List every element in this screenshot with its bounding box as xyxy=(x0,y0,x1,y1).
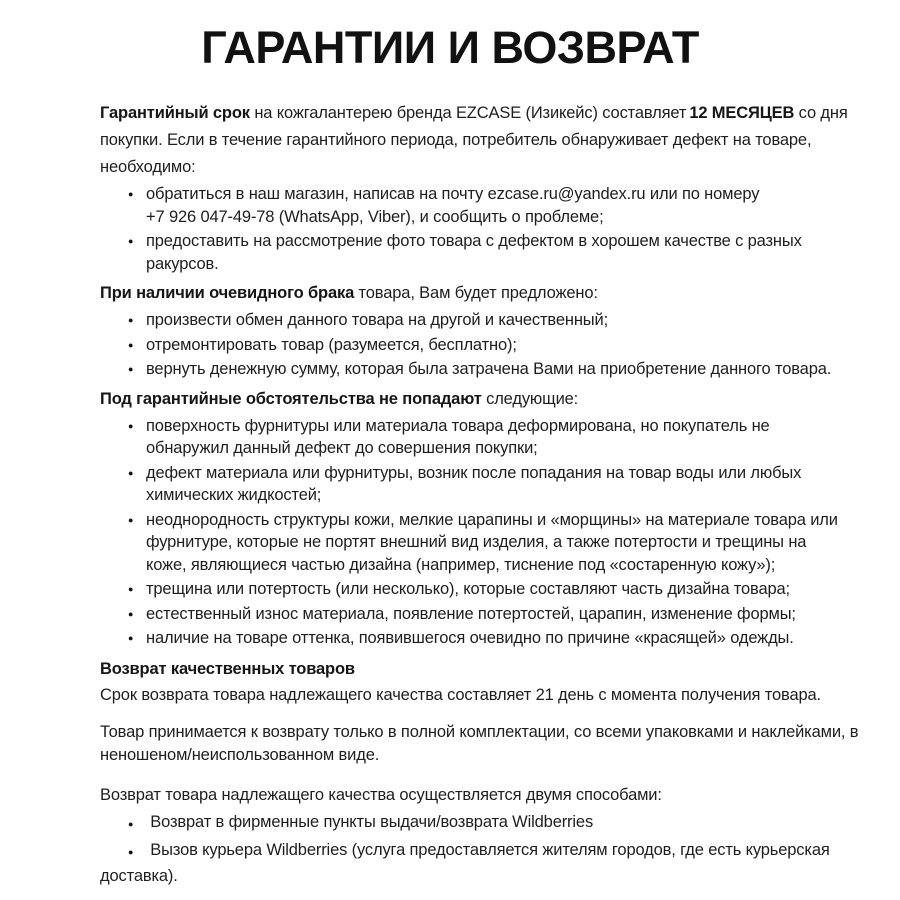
quality-return-heading: Возврат качественных товаров xyxy=(100,659,355,678)
list-item-text: вернуть денежную сумму, которая была затрачена Вами на приобретение данного товара. xyxy=(146,360,832,378)
defect-heading-bold: При наличии очевидного брака xyxy=(100,284,355,302)
return-condition-paragraph: Товар принимается к возврату только в полной комплектации, со всеми упаковками и наклейками, в неношеном/неиспользованном виде. xyxy=(100,722,859,764)
defect-section-heading xyxy=(100,280,868,307)
list-item xyxy=(100,578,868,601)
list-item-text: трещина или потертость (или несколько), которые составляют часть дизайна товара; xyxy=(146,580,790,598)
list-item xyxy=(100,810,868,836)
list-item xyxy=(100,462,868,507)
warranty-intro-text: на кожгалантерею бренда EZCASE (Изикейс) составляет xyxy=(249,104,687,122)
exclusions-heading-bold: Под гарантийные обстоятельства не попадают xyxy=(100,389,482,408)
defect-heading-rest: товара, Вам будет предложено: xyxy=(354,284,598,302)
return-methods-paragraph: Возврат товара надлежащего качества осуществляется двумя способами: xyxy=(100,785,662,804)
list-item-text: дефект материала или фурнитуры, возник после попадания на товар воды или любых химических жидкостей; xyxy=(146,463,802,504)
list-item xyxy=(100,509,868,577)
exclusions-heading-rest: следующие: xyxy=(481,389,579,408)
warranty-months-bold: 12 МЕСЯЦЕВ xyxy=(689,104,795,122)
return-term-paragraph: Срок возврата товара надлежащего качества составляет 21 день с момента получения товара. xyxy=(100,685,821,704)
warranty-intro-paragraph xyxy=(100,100,868,181)
list-item-text: поверхность фурнитуры или материала товара деформирована, но покупатель не обнаружил данный дефект до совершения покупки; xyxy=(146,416,770,457)
list-item xyxy=(100,309,868,332)
warranty-term-bold: Гарантийный срок xyxy=(100,104,250,122)
defect-options-list xyxy=(100,309,868,381)
list-item-text: Возврат в фирменные пункты выдачи/возврата Wildberries xyxy=(150,812,594,831)
return-methods-list xyxy=(100,810,868,888)
list-item xyxy=(100,627,868,650)
list-item-text: предоставить на рассмотрение фото товара с дефектом в хорошем качестве с разных ракурсов. xyxy=(146,232,802,273)
list-item-text: неоднородность структуры кожи, мелкие царапины и «морщины» на материале товара или фурнитуре, которые не портят внешний вид изделия, а также потертости и трещины на коже, являющиеся частью дизайна (например, тиснение под «состаренную кожу»); xyxy=(146,510,838,574)
list-item xyxy=(100,358,868,381)
exclusions-list xyxy=(100,415,868,650)
list-item-text: произвести обмен данного товара на другой и качественный; xyxy=(146,311,609,329)
list-item-text: Вызов курьера Wildberries (услуга предоставляется жителям городов, где есть курьерская доставка). xyxy=(100,840,830,885)
list-item-text: отремонтировать товар (разумеется, бесплатно); xyxy=(146,335,517,354)
exclusions-section-heading xyxy=(100,386,868,413)
list-item-text: наличие на товаре оттенка, появившегося очевидно по причине «красящей» одежды. xyxy=(146,629,794,647)
contact-steps-list xyxy=(100,183,868,275)
list-item xyxy=(100,334,868,357)
list-item-text: обратиться в наш магазин, написав на почту ezcase.ru@yandex.ru или по номеру +7 926 047-49-78 (WhatsApp, Viber), и сообщить о проблеме; xyxy=(146,185,760,226)
list-item xyxy=(100,838,868,888)
page-title: ГАРАНТИИ И ВОЗВРАТ xyxy=(201,22,699,73)
list-item xyxy=(100,415,868,460)
list-item xyxy=(100,230,868,275)
list-item-text: естественный износ материала, появление потертостей, царапин, изменение формы; xyxy=(146,604,796,623)
list-item xyxy=(100,603,868,626)
warranty-intro-tail: со дня покупки. Если в течение гарантийного периода, потребитель обнаруживает дефект на товаре, необходимо: xyxy=(100,104,848,176)
list-item xyxy=(100,183,868,228)
